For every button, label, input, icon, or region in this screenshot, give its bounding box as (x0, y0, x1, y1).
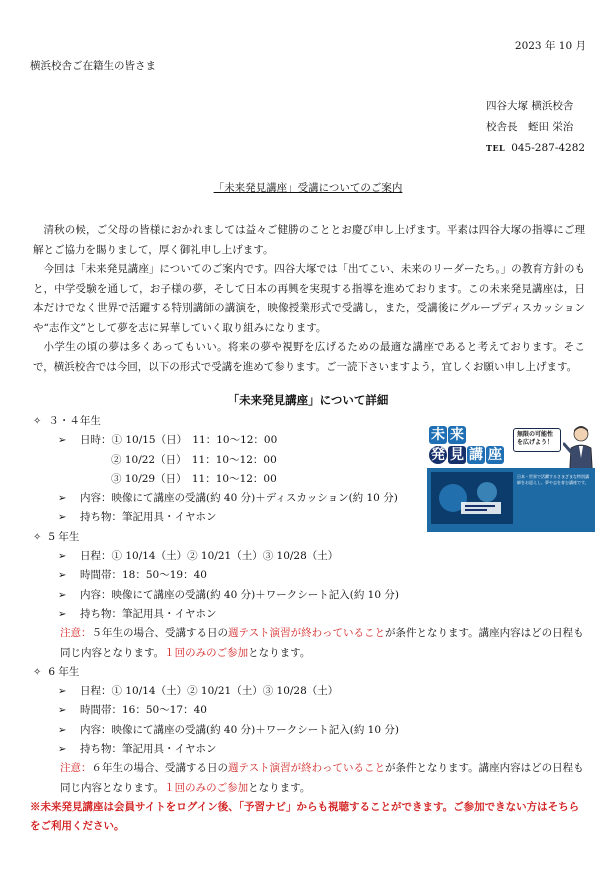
arrow-bullet-icon: ➢ (58, 744, 67, 756)
grade5-content-row (33, 586, 588, 605)
video-screen (427, 468, 595, 532)
logo-char: 未 (431, 427, 445, 443)
grade34-label: ３・４年生 (48, 415, 101, 427)
tel-number: 045-287-4282 (511, 142, 586, 154)
note-text-red-1: 週テスト演習が終わっていること (228, 762, 385, 775)
section-heading: 「未来発見講座」について詳細 (227, 393, 389, 407)
paragraph-3 (33, 338, 585, 377)
grade5-items: 持ち物：筆記用具・イヤホン (80, 607, 217, 620)
sender-org: 四谷大塚 横浜校舎 (486, 100, 574, 112)
speech-bubble: 無限の可能性を広げよう！ (513, 428, 561, 452)
grade5-content: 内容：映像にて講座の受講(約 40 分)＋ワークシート記入(約 10 分) (80, 588, 399, 601)
arrow-bullet-icon: ➢ (58, 493, 67, 505)
grade5-schedule: 日程：① 10/14（土）② 10/21（土）③ 10/28（土） (80, 550, 339, 563)
promo-illustration (425, 424, 597, 532)
grade34-date-2: ② 10/22（日） 11：10～12：00 (111, 453, 277, 466)
grade6-content-row (33, 721, 588, 740)
video-thumbnail-graphic-icon (431, 472, 513, 524)
note-label: 注意： (60, 627, 92, 640)
note-text-c: となります。 (248, 781, 311, 794)
logo-char: 座 (488, 447, 502, 463)
grade6-time-row (33, 701, 588, 720)
grade34-date-3: ③ 10/29（日） 11：10～12：00 (111, 472, 277, 485)
note-text-a: ６年生の場合、受講する日の (91, 762, 228, 775)
tel-mark: TEL (486, 143, 506, 153)
grade5-schedule-row (33, 547, 588, 566)
grade34-items: 持ち物：筆記用具・イヤホン (80, 511, 217, 524)
note-text-red-2: １回のみのご参加 (164, 781, 249, 794)
grade6-items-row (33, 740, 588, 759)
paragraph-3-text: 小学生の頃の夢は多くあってもいい。将来の夢や視野を広げるための最適な講座であると考えております。そこで，横浜校舎では今回，以下の形式で受講を進めて参ります。ご一読下さいますよう，宜しくお願い申し上げます。 (33, 341, 585, 373)
paragraph-1 (33, 221, 585, 260)
grade6-schedule-row (33, 682, 588, 701)
document-date: 2023 年 10 月 (514, 40, 586, 52)
logo-char: 発 (431, 447, 445, 463)
note-text-red-2: １回のみのご参加 (164, 646, 249, 659)
diamond-bullet-icon: ✧ (33, 666, 42, 678)
paragraph-2-text: 今回は「未来発見講座」についてのご案内です。四谷大塚では「出てこい、未来のリーダーたち。」の教育方針のもと，中学受験を通して，お子様の夢，そして日本の再興を実現する指導を進めております。この未来発見講座は，日本だけでなく世界で活躍する特別講師の講演を，映像授業形式で受講し，また，受講後にグループディスカッションや“志作文”として夢を志に昇華していく取り組みになります。 (33, 263, 585, 334)
grade6-items: 持ち物：筆記用具・イヤホン (80, 743, 217, 756)
screen-caption: 日本・世界で活躍するさまざまな特別講師をお迎えし、夢や志を育む講座です。 (517, 474, 589, 485)
note-text-red-1: 週テスト演習が終わっていること (228, 627, 385, 640)
note-text-c: となります。 (248, 646, 311, 659)
grade6-content: 内容：映像にて講座の受講(約 40 分)＋ワークシート記入(約 10 分) (80, 723, 399, 736)
grade6-label: 6 年生 (48, 665, 80, 678)
diamond-bullet-icon: ✧ (33, 531, 42, 543)
sender-principal: 校舎長 蛭田 栄治 (486, 121, 574, 133)
grade5-label: 5 年生 (48, 530, 80, 543)
grade6-time: 時間帯：16：50～17：40 (80, 704, 207, 717)
arrow-bullet-icon: ➢ (58, 705, 67, 717)
diamond-bullet-icon: ✧ (33, 416, 42, 427)
arrow-bullet-icon: ➢ (58, 512, 67, 524)
logo-char: 来 (450, 427, 464, 443)
note-label: 注意： (60, 762, 92, 775)
grade5-items-row (33, 605, 588, 624)
arrow-bullet-icon: ➢ (58, 608, 67, 620)
recipient-line: 横浜校舎ご在籍生の皆さま (30, 60, 156, 72)
arrow-bullet-icon: ➢ (58, 724, 67, 736)
final-note: ※未来発見講座は会員サイトをログイン後、「予習ナビ」からも視聴することができます。ご参加できない方はそちらをご利用ください。 (30, 800, 580, 833)
note-text-b: が条件となります。講座内容はどの日程も同じ内容となります。 (60, 762, 584, 794)
course-logo (427, 424, 507, 468)
video-thumbnail (431, 472, 513, 524)
sender-tel (486, 138, 585, 159)
sender-block (486, 96, 585, 159)
arrow-bullet-icon: ➢ (58, 589, 67, 601)
document-title (0, 180, 616, 195)
grade6-heading (33, 663, 588, 682)
grade34-content: 内容：映像にて講座の受講(約 40 分)＋ディスカッション(約 10 分) (80, 492, 398, 505)
note-text-a: ５年生の場合、受講する日の (91, 627, 228, 640)
logo-char: 見 (450, 447, 464, 463)
arrow-bullet-icon: ➢ (58, 686, 67, 698)
arrow-bullet-icon: ➢ (58, 435, 67, 447)
note-text-b: が条件となります。講座内容はどの日程も同じ内容となります。 (60, 627, 584, 659)
grade5-note (33, 624, 588, 663)
arrow-bullet-icon: ➢ (58, 570, 67, 582)
grade34-date-1: 日時：① 10/15（日） 11：10～12：00 (80, 434, 278, 447)
grade5-time-row (33, 566, 588, 585)
grade6-note (33, 759, 588, 798)
grade6-schedule: 日程：① 10/14（土）② 10/21（土）③ 10/28（土） (80, 685, 339, 698)
paragraph-2 (33, 260, 585, 338)
arrow-bullet-icon: ➢ (58, 551, 67, 563)
grade5-time: 時間帯：18：50～19：40 (80, 569, 207, 582)
logo-char: 講 (469, 447, 483, 463)
document-title-text: 「未来発見講座」受講についてのご案内 (213, 182, 403, 194)
paragraph-1-text: 清秋の候，ご父母の皆様におかれましては益々ご健勝のこととお慶び申し上げます。平素は四谷大塚の指導にご理解とご協力を賜りまして，厚く御礼申し上げます。 (33, 224, 585, 256)
